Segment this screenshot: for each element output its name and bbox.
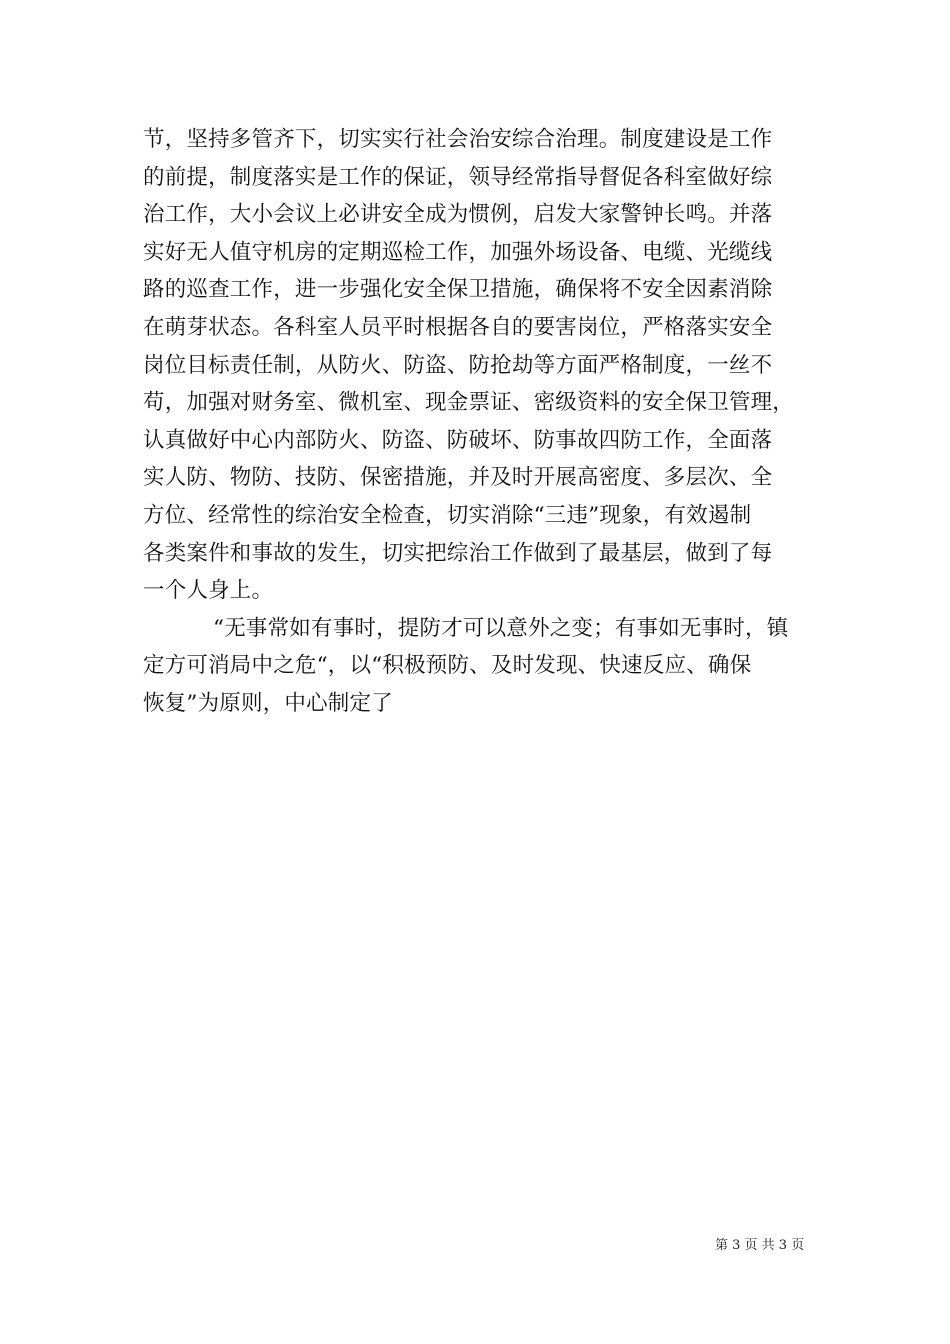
paragraph-1-line-5: 路的巡查工作，进一步强化安全保卫措施，确保将不安全因素消除 [143,277,773,303]
paragraph-1-line-4: 实好无人值守机房的定期巡检工作，加强外场设备、电缆、光缆线 [143,239,773,265]
paragraph-1-line-7: 岗位目标责任制，从防火、防盗、防抢劫等方面严格制度，一丝不 [143,352,773,378]
body-text [143,121,823,723]
paragraph-1-line-1: 节，坚持多管齐下，切实实行社会治安综合治理。制度建设是工作 [143,127,773,152]
paragraph-2-line-3: 恢复”为原则，中心制定了 [143,690,393,716]
paragraph-1-line-2: 的前提，制度落实是工作的保证，领导经常指导督促各科室做好综 [143,164,773,190]
paragraph-2-line-2: 定方可消局中之危“，以“积极预防、及时发现、快速反应、确保 [143,653,752,679]
paragraph-1-line-9: 认真做好中心内部防火、防盗、防破坏、防事故四防工作，全面落 [143,427,773,453]
paragraph-1-line-13: 一个人身上。 [143,578,274,604]
paragraph-1-line-6: 在萌芽状态。各科室人员平时根据各自的要害岗位，严格落实安全 [143,314,773,340]
paragraph-1-line-11: 方位、经常性的综治安全检查，切实消除“三违”现象，有效遏制 [143,502,752,528]
paragraph-1-line-8: 苟，加强对财务室、微机室、现金票证、密级资料的安全保卫管理， [143,390,795,416]
paragraph-1-line-10: 实人防、物防、技防、保密措施，并及时开展高密度、多层次、全 [143,465,773,491]
paragraph-2-line-1: “无事常如有事时，提防才可以意外之变；有事如无事时，镇 [213,615,789,641]
page-number-footer: 第 3 页 共 3 页 [715,1238,805,1253]
paragraph-1-line-12: 各类案件和事故的发生，切实把综治工作做到了最基层，做到了每 [143,540,773,566]
paragraph-1-line-3: 治工作，大小会议上必讲安全成为惯例，启发大家警钟长鸣。并落 [143,202,773,228]
